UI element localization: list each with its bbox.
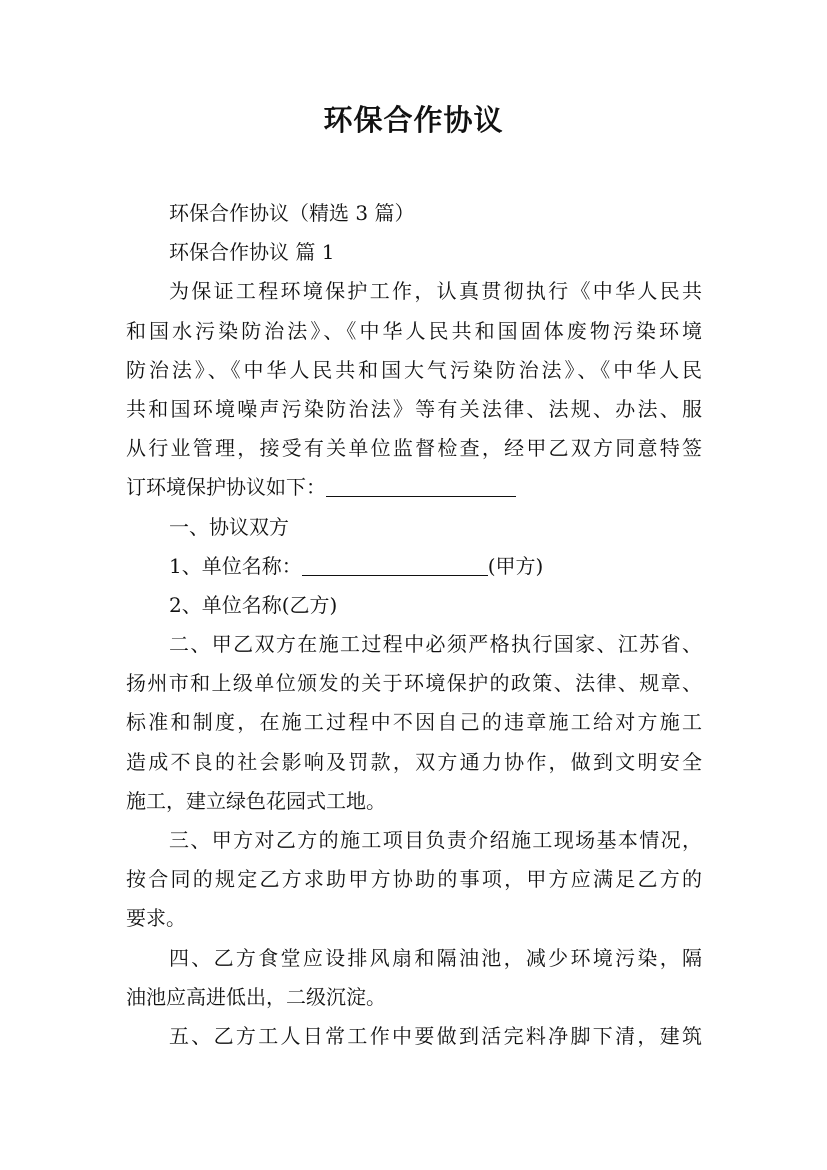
paragraph-line-last: 施工，建立绿色花园式工地。 [126, 788, 386, 813]
paragraph-line: 扬州市和上级单位颁发的关于环境保护的政策、法律、规章、 [126, 671, 702, 696]
paragraph-line: 共和国环境噪声污染防治法》等有关法律、法规、办法、服 [126, 396, 702, 421]
paragraph-text: 订环境保护协议如下： [126, 475, 326, 500]
document-title: 环保合作协议 [323, 103, 504, 137]
party-a-label: 1、单位名称： [169, 553, 302, 578]
section-heading: 环保合作协议 篇 1 [169, 240, 335, 265]
paragraph-line: 三、甲方对乙方的施工项目负责介绍施工现场基本情况， [169, 828, 702, 852]
paragraph-line: 从行业管理，接受有关单位监督检查，经甲乙双方同意特签 [126, 436, 702, 461]
paragraph-line: 标准和制度，在施工过程中不因自己的违章施工给对方施工 [126, 710, 702, 735]
paragraph-line: 和国水污染防治法》、《中华人民共和国固体废物污染环境 [126, 318, 702, 343]
paragraph-line: 二、甲乙双方在施工过程中必须严格执行国家、江苏省、 [169, 632, 702, 657]
paragraph-line-last [126, 468, 702, 507]
paragraph-line: 四、乙方食堂应设排风扇和隔油池，减少环境污染，隔 [169, 945, 702, 970]
fill-in-blank [326, 474, 516, 497]
subtitle-line: 环保合作协议（精选 3 篇） [169, 201, 415, 225]
paragraph-line: 按合同的规定乙方求助甲方协助的事项，甲方应满足乙方的 [126, 867, 702, 892]
paragraph-line: 造成不良的社会影响及罚款，双方通力协作，做到文明安全 [126, 749, 702, 774]
clause-heading: 一、协议双方 [169, 514, 289, 539]
fill-in-blank [302, 553, 488, 576]
party-a-suffix: (甲方) [487, 553, 544, 578]
paragraph-line: 五、乙方工人日常工作中要做到活完料净脚下清，建筑 [169, 1023, 702, 1048]
paragraph-line-last: 油池应高进低出，二级沉淀。 [126, 984, 386, 1009]
paragraph-line-last: 要求。 [126, 906, 186, 931]
paragraph-line: 防治法》、《中华人民共和国大气污染防治法》、《中华人民 [126, 357, 702, 382]
document-body [126, 194, 702, 1056]
paragraph-line: 为保证工程环境保护工作，认真贯彻执行《中华人民共 [169, 279, 702, 304]
party-a-line [126, 547, 702, 586]
party-b-line: 2、单位名称(乙方) [169, 592, 338, 617]
